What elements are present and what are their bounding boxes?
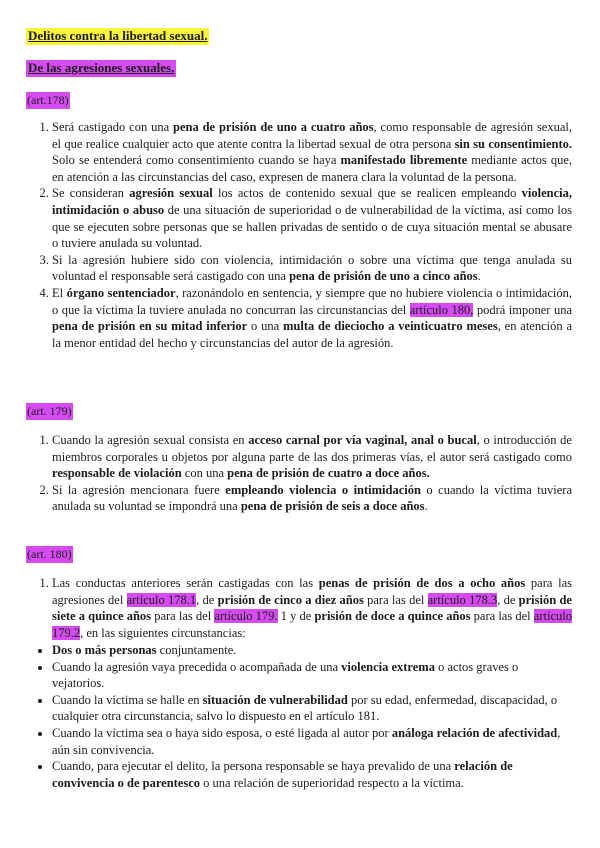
text-run: , aún sin convivencia.	[52, 725, 561, 757]
text-run: para las del	[470, 609, 534, 624]
heading-title: Delitos contra la libertad sexual.	[28, 28, 208, 43]
article-reference: artículo 178.3	[427, 592, 498, 607]
list-item	[52, 252, 572, 285]
bold-term: violencia extrema	[341, 659, 435, 674]
bold-term: pena de prisión en su mitad inferior	[52, 319, 248, 334]
bold-term: órgano sentenciador	[66, 285, 176, 300]
text-run: o actos graves o vejatorios.	[52, 659, 519, 691]
bold-term: acceso carnal por vía vaginal, anal o bucal	[248, 433, 477, 447]
bullet-item	[52, 692, 572, 725]
article-reference: artículo 180,	[409, 302, 474, 317]
text-run: para las del	[151, 609, 215, 624]
text-run: para las del	[363, 592, 428, 607]
section-label-art178: (art.178)	[27, 93, 69, 107]
text-run: Cuando la agresión sexual consista en	[52, 433, 249, 447]
text-run: Será castigado con una	[52, 120, 173, 134]
bold-term: sin su consentimiento.	[454, 136, 572, 151]
text-run: mediante actos que, en atención a las circunstancias del caso, expresen de manera clara la voluntad de la persona.	[52, 153, 573, 184]
bold-term: prisión de cinco a diez años	[217, 592, 364, 607]
bold-term: análoga relación de afectividad	[391, 725, 558, 740]
heading-subtitle: De las agresiones sexuales.	[28, 60, 175, 75]
text-run: por su edad, enfermedad, discapacidad, o cualquier otra circunstancia, salvo lo dispuesto en el artículo 181.	[52, 692, 558, 724]
bold-term: manifestado libremente	[340, 153, 468, 168]
bullet-item	[52, 642, 572, 659]
text-run: Cuando la víctima sea o haya sido esposa, o esté ligada al autor por	[52, 725, 392, 740]
text-run: Si la agresión mencionara fuere	[52, 482, 226, 497]
article-reference: artículo 179.	[214, 609, 278, 624]
list-item	[52, 575, 572, 641]
text-run: Se consideran	[52, 186, 130, 201]
text-run: .	[477, 269, 481, 284]
list-item	[52, 185, 572, 251]
bold-term: relación de convivencia o de parentesco	[52, 759, 513, 790]
bold-term: pena de prisión de uno a cuatro años	[173, 120, 374, 134]
bold-term: agresión sexual	[129, 186, 213, 201]
bold-term: responsable de violación	[52, 466, 182, 481]
text-run: podrá imponer una	[473, 302, 572, 317]
text-run: o una	[247, 319, 283, 334]
text-run: Las conductas anteriores serán castigadas con las	[52, 576, 319, 590]
list-item	[52, 119, 572, 185]
bold-term: penas de prisión de dos a ocho años	[318, 576, 526, 590]
text-run: El	[52, 285, 67, 300]
bold-term: multa de dieciocho a veinticuatro meses	[282, 319, 498, 334]
text-run: Si la agresión hubiere sido con violencia, intimidación o sobre una víctima que tenga anulada su voluntad el responsable será castigado con una	[52, 252, 572, 284]
text-run: , razonándolo en sentencia, y siempre que no hubiere violencia o intimidación, o que la víctima la tuviere anulada no concurran las circunstancias del	[52, 285, 572, 317]
bullet-item	[52, 758, 572, 791]
text-run: , o introducción de miembros corporales u objetos por alguna parte de las dos primeras vías, el autor será castigado como	[52, 433, 572, 464]
article-reference: artículo 179.2	[52, 609, 572, 640]
text-run: , en atención a la menor entidad del hecho y circunstancias del autor de la agresión.	[52, 319, 572, 350]
bold-term: pena de prisión de cuatro a doce años.	[227, 466, 430, 481]
text-run: 1 y de	[277, 609, 315, 624]
text-run: con una	[181, 466, 228, 481]
list-item	[52, 482, 572, 515]
text-run: para las agresiones del	[52, 576, 572, 607]
article-reference: artículo 178.1	[126, 592, 197, 607]
text-run: los actos de contenido sexual que se realicen empleando	[212, 186, 522, 201]
bold-term: pena de prisión de uno a cinco años	[289, 269, 478, 284]
list-item	[52, 432, 572, 482]
bullet-item	[52, 725, 572, 758]
text-run: Cuando la agresión vaya precedida o acompañada de una	[52, 659, 342, 674]
bold-term: situación de vulnerabilidad	[202, 692, 348, 707]
text-run: de una situación de superioridad o de vulnerabilidad de la víctima, así como los que se ejecuten sobre personas que se hallen privadas de sentido o de cuya situación mental se abusare o tuviere anulada su voluntad.	[52, 202, 572, 251]
list-art179	[52, 432, 572, 515]
text-run: , de	[497, 592, 519, 607]
list-item	[52, 285, 572, 351]
text-run: o una relación de superioridad respecto a la víctima.	[200, 775, 464, 790]
text-run: , de	[196, 592, 218, 607]
list-art180	[52, 575, 572, 641]
text-run: o cuando la víctima tuviera anulada su voluntad se impondrá una	[52, 482, 572, 514]
text-run: Cuando la víctima se halle en	[52, 692, 203, 707]
text-run: , en las siguientes circunstancias:	[80, 625, 246, 640]
section-label-art179: (art. 179)	[27, 404, 72, 418]
list-art180-circumstances	[52, 642, 572, 791]
text-run: Cuando, para ejecutar el delito, la persona responsable se haya prevalido de una	[52, 759, 455, 774]
bold-term: prisión de doce a quince años	[314, 609, 471, 624]
text-run: conjuntamente.	[156, 643, 237, 657]
section-label-art180: (art. 180)	[27, 547, 72, 561]
text-run: .	[424, 499, 428, 514]
bold-term: prisión de siete a quince años	[52, 592, 572, 624]
bold-term: empleando violencia o intimidación	[225, 482, 421, 497]
bold-term: Dos o más personas	[52, 643, 157, 657]
text-run: Solo se entenderá como consentimiento cuando se haya	[52, 153, 341, 168]
bold-term: violencia, intimidación o abuso	[52, 186, 572, 217]
bold-term: pena de prisión de seis a doce años	[240, 499, 425, 514]
list-art178	[52, 119, 572, 351]
text-run: , como responsable de agresión sexual, el que realice cualquier acto que atente contra la libertad sexual de otra persona	[52, 120, 572, 151]
bullet-item	[52, 659, 572, 692]
